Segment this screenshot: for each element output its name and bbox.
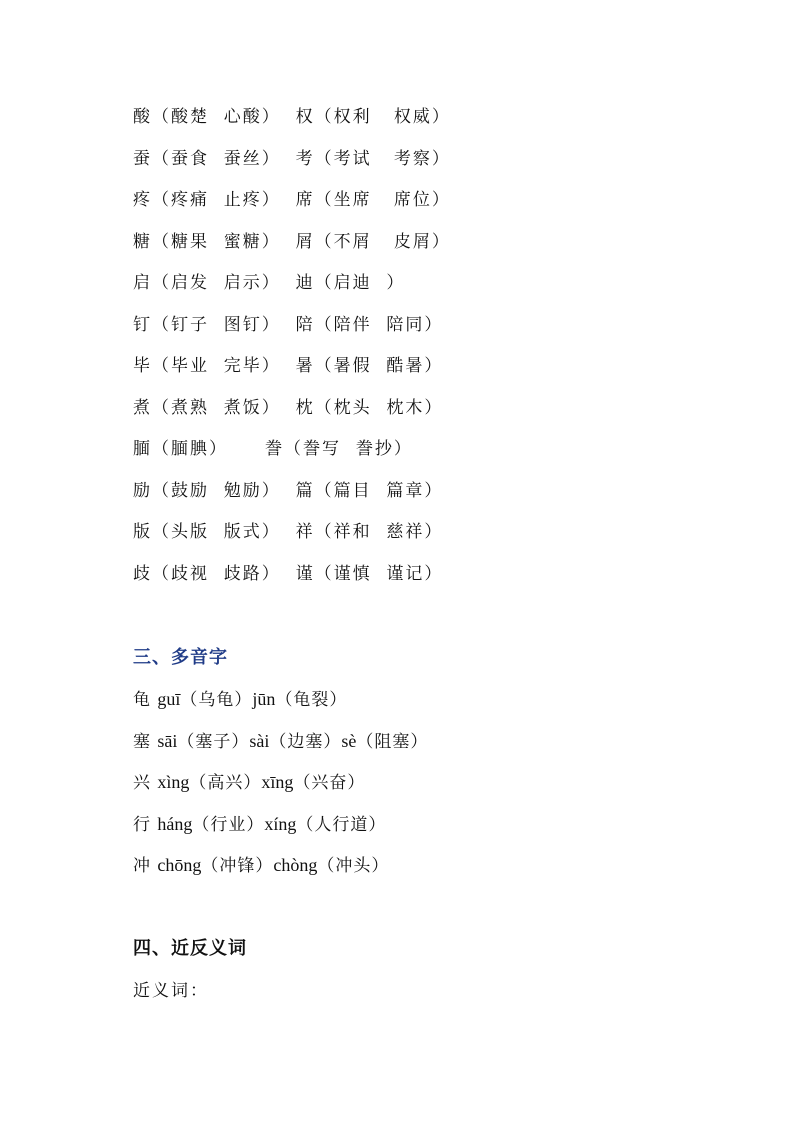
- pinyin-reading: chōng: [157, 855, 202, 875]
- example-word: （高兴）: [189, 773, 262, 793]
- pinyin-reading: xíng: [264, 814, 297, 834]
- polyphone-line: [133, 771, 365, 794]
- section-heading-synonyms-antonyms: 四、近反义词: [133, 938, 247, 959]
- pinyin-reading: guī: [157, 689, 181, 709]
- example-word: （阻塞）: [356, 732, 429, 752]
- polyphone-line: [133, 854, 389, 877]
- polyphone-character: 塞: [133, 732, 158, 752]
- pinyin-reading: sè: [341, 731, 357, 751]
- vocab-line: 酸（酸楚 心酸） 权（权利 权威）: [133, 107, 451, 127]
- vocab-line: 启（启发 启示） 迪（启迪 ）: [133, 273, 406, 293]
- vocab-line: 励（鼓励 勉励） 篇（篇目 篇章）: [133, 481, 444, 501]
- vocab-line: 蚕（蚕食 蚕丝） 考（考试 考察）: [133, 149, 451, 169]
- polyphone-character: 行: [133, 815, 158, 835]
- example-word: （人行道）: [296, 815, 387, 835]
- synonyms-label: 近义词：: [133, 981, 209, 1001]
- vocab-line: 煮（煮熟 煮饭） 枕（枕头 枕木）: [133, 398, 444, 418]
- pinyin-reading: chòng: [273, 855, 318, 875]
- vocab-line: 糖（糖果 蜜糖） 屑（不屑 皮屑）: [133, 232, 451, 252]
- polyphone-character: 兴: [133, 773, 158, 793]
- polyphone-line: [133, 813, 386, 836]
- pinyin-reading: xīng: [261, 772, 294, 792]
- example-word: （冲头）: [317, 856, 390, 876]
- example-word: （边塞）: [269, 732, 342, 752]
- polyphone-line: [133, 730, 428, 753]
- example-word: （冲锋）: [201, 856, 274, 876]
- vocab-line: 版（头版 版式） 祥（祥和 慈祥）: [133, 522, 444, 542]
- pinyin-reading: jūn: [252, 689, 276, 709]
- pinyin-reading: xìng: [157, 772, 190, 792]
- polyphone-line: [133, 688, 347, 711]
- polyphone-character: 冲: [133, 856, 158, 876]
- vocab-line: 毕（毕业 完毕） 暑（暑假 酷暑）: [133, 356, 444, 376]
- example-word: （龟裂）: [275, 690, 348, 710]
- pinyin-reading: sài: [249, 731, 270, 751]
- polyphone-character: 龟: [133, 690, 158, 710]
- vocab-line: 钉（钉子 图钉） 陪（陪伴 陪同）: [133, 315, 444, 335]
- section-heading-polyphones: 三、多音字: [133, 647, 228, 668]
- vocab-line: 疼（疼痛 止疼） 席（坐席 席位）: [133, 190, 451, 210]
- example-word: （行业）: [192, 815, 265, 835]
- vocab-line: 腼（腼腆） 誊（誊写 誊抄）: [133, 439, 413, 459]
- example-word: （兴奋）: [293, 773, 366, 793]
- pinyin-reading: sāi: [157, 731, 178, 751]
- example-word: （塞子）: [177, 732, 250, 752]
- pinyin-reading: háng: [157, 814, 193, 834]
- example-word: （乌龟）: [180, 690, 253, 710]
- vocab-line: 歧（歧视 歧路） 谨（谨慎 谨记）: [133, 564, 444, 584]
